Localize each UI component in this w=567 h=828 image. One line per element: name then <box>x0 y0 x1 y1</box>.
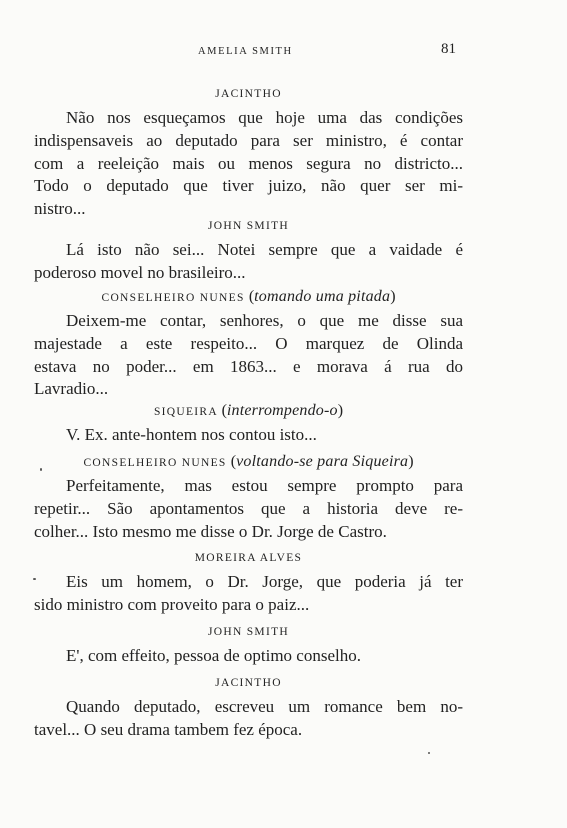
speaker-heading: CONSELHEIRO NUNES (voltando-se para Siqueira) <box>83 453 414 470</box>
speech-line: Lá isto não sei... Notei sempre que a vaidade é <box>66 240 463 259</box>
ink-speck <box>428 752 430 754</box>
dialogue-block <box>34 673 463 742</box>
speaker-heading: CONSELHEIRO NUNES (tomando uma pitada) <box>101 288 396 305</box>
speech <box>34 239 463 285</box>
ink-speck <box>33 578 36 580</box>
running-title: AMELIA SMITH <box>198 46 293 57</box>
speech-line: tavel... O seu drama tambem fez época. <box>34 719 303 739</box>
dialogue-block <box>34 548 463 617</box>
speech-line: Eis um homem, o Dr. Jorge, que poderia já ter <box>66 572 463 591</box>
speech-line: poderoso movel no brasileiro... <box>34 262 246 282</box>
speaker-name: SIQUEIRA <box>153 406 218 418</box>
stage-direction: interrompendo-o <box>226 402 338 419</box>
stage-direction: voltando-se para Siqueira <box>236 453 409 470</box>
speech <box>34 696 463 742</box>
speaker-name: JACINTHO <box>215 88 282 100</box>
speech-line: Perfeitamente, mas estou sempre prompto para <box>66 476 463 495</box>
speech-line: indispensaveis ao deputado para ser ministro, é contar <box>34 130 463 150</box>
speech-line: V. Ex. ante-hontem nos contou isto... <box>66 425 317 444</box>
dialogue-block <box>34 84 463 221</box>
dialogue-block <box>34 287 463 401</box>
speech-line: Lavradio... <box>34 379 109 399</box>
speaker-name: MOREIRA ALVES <box>194 552 303 564</box>
page-number: 81 <box>441 41 456 57</box>
speech-line: Quando deputado, escreveu um romance bem no- <box>66 697 463 716</box>
speech-line: sido ministro com proveito para o paiz... <box>34 594 310 614</box>
speaker-name: JACINTHO <box>215 677 282 689</box>
speech-line: estava no poder... em 1863... e morava á rua do <box>34 356 463 376</box>
speech <box>34 107 463 221</box>
speech <box>34 645 463 668</box>
speech-line: Deixem-me contar, senhores, o que me disse sua <box>66 311 463 330</box>
speech-line: Todo o deputado que tiver juizo, não quer ser mi- <box>34 176 463 196</box>
speech <box>34 475 463 543</box>
speech-line: E', com effeito, pessoa de optimo conselho. <box>66 646 361 665</box>
speech <box>34 424 463 447</box>
dialogue-block <box>34 452 463 543</box>
speech-line: majestade a este respeito... O marquez de Olinda <box>34 333 463 353</box>
speaker-name: JOHN SMITH <box>207 626 290 638</box>
speech-line: nistro... <box>34 199 86 219</box>
speech-line: repetir... São apontamentos que a historia deve re- <box>34 498 463 518</box>
speaker-name: JOHN SMITH <box>207 220 290 232</box>
speech-line: Não nos esqueçamos que hoje uma das condições <box>66 108 463 127</box>
ink-speck <box>40 468 42 471</box>
speaker-name: CONSELHEIRO NUNES <box>101 292 245 304</box>
speech <box>34 571 463 617</box>
speech-line: com a reeleição mais ou menos segura no districto... <box>34 153 463 173</box>
speaker-heading: SIQUEIRA (interrompendo-o) <box>153 402 344 419</box>
speech-line: colher... Isto mesmo me disse o Dr. Jorge de Castro. <box>34 521 387 541</box>
dialogue-block <box>34 216 463 285</box>
dialogue-block <box>34 622 463 668</box>
stage-direction: tomando uma pitada <box>254 288 391 305</box>
dialogue-block <box>34 401 463 447</box>
speaker-name: CONSELHEIRO NUNES <box>83 457 227 469</box>
speech <box>34 310 463 401</box>
